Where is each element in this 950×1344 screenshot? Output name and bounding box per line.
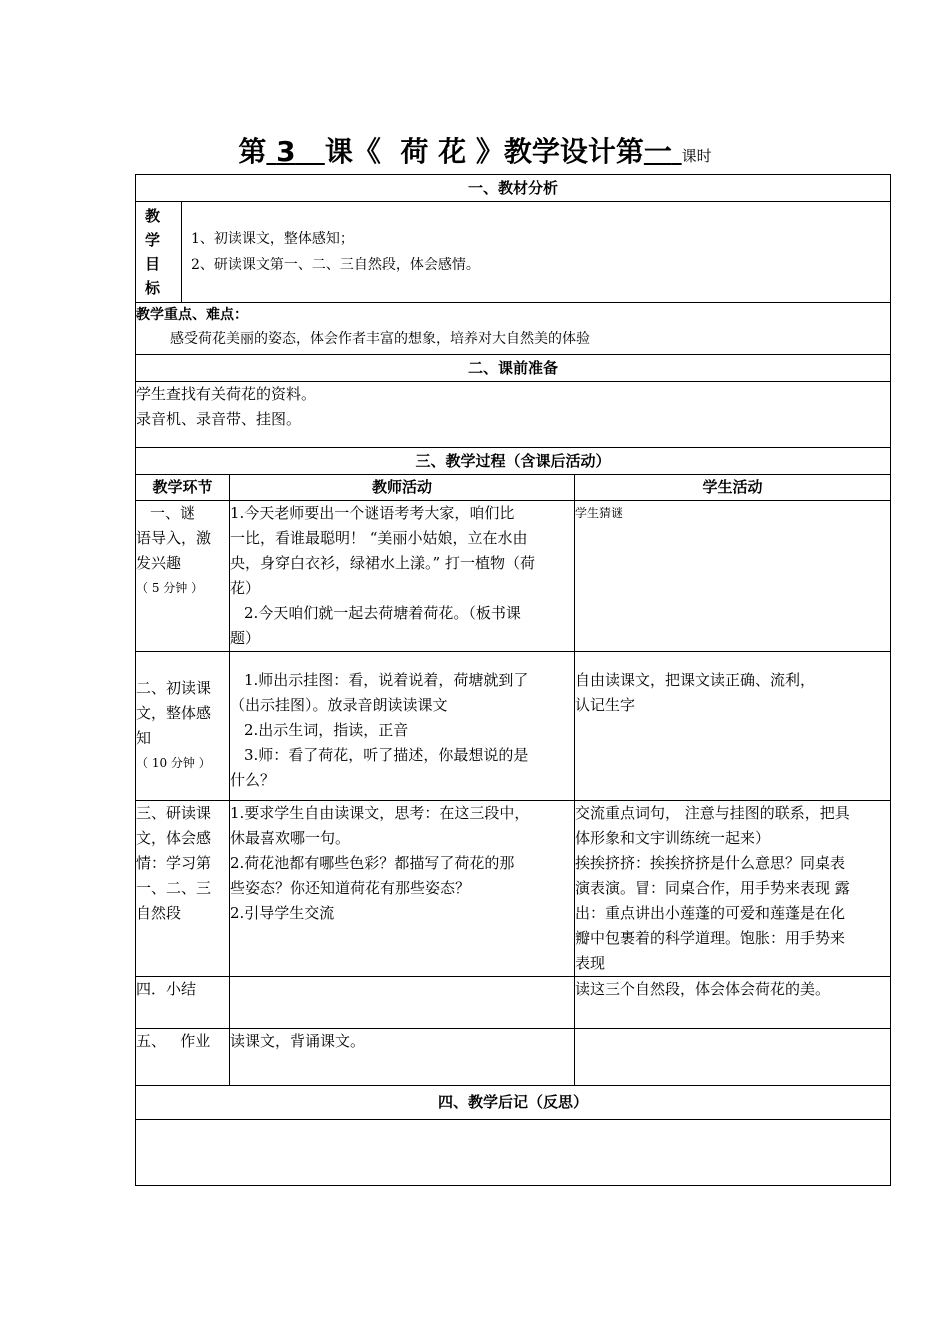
section-analysis-heading: 一、教材分析: [136, 175, 891, 202]
title-suffix: 》教学设计第: [475, 135, 644, 168]
preparation-list: [136, 382, 891, 448]
student-activity-cell: 学生猜谜: [575, 501, 891, 652]
title-lesson-name: 荷 花: [400, 135, 467, 168]
student-activity-cell: 读这三个自然段，体会体会荷花的美。: [575, 977, 891, 1029]
stage-cell: 五、 作业: [136, 1029, 230, 1086]
section-process-heading: 三、教学过程（含课后活动）: [136, 448, 891, 475]
title-lesson-number: 3: [276, 135, 296, 168]
student-activity-cell: 交流重点词句， 注意与挂图的联系，把具 体形象和文宇训练统一起来） 挨挨挤挤：挨挨挤挤是什么意思？同桌表 演表演。冒：同桌合作，用手势来表现 露 出：重点讲出小莲蓬的可爱和莲蓬是在化 瓣中包裹着的科学道理。饱胀：用手势来 表现: [575, 801, 891, 977]
column-header-teacher: 教师活动: [230, 475, 575, 501]
process-row: [136, 977, 891, 1029]
column-header-student: 学生活动: [575, 475, 891, 501]
stage-cell: 三、研读课 文，体会感 情：学习第 一、二、三 自然段: [136, 801, 230, 977]
teacher-activity-cell: 1.要求学生自由读课文，思考：在这三段中， 休最喜欢哪一句。 2.荷花池都有哪些色彩？都描写了荷花的那 些姿态？你还知道荷花有那些姿态？ 2.引导学生交流: [230, 801, 575, 977]
section-reflection-heading: 四、教学后记（反思）: [136, 1086, 891, 1120]
goals-label: 教 学 目 标: [136, 202, 182, 302]
title-prefix: 第: [238, 135, 267, 168]
goals-list: [182, 202, 480, 302]
stage-cell: 二、初读课 文，整体感 知 （ 10 分钟 ）: [136, 652, 230, 801]
key-points-text: 感受荷花美丽的姿态，体会作者丰富的想象，培养对大自然美的体验: [170, 331, 590, 347]
preparation-item: 录音机、录音带、挂图。: [136, 410, 302, 428]
key-points: [136, 303, 891, 355]
title-period-number: 一: [643, 135, 672, 168]
teacher-activity-cell: 1.今天老师要出一个谜语考考大家，咱们比 一比，看谁最聪明！ “美丽小姑娘，立在水由 央，身穿白衣衫，绿裙水上漾。” 打一植物（荷 花） 2.今天咱们就一起去荷塘着荷花。（板书课 题）: [230, 501, 575, 652]
stage-cell: 一、谜 语导入，激 发兴趣 （ 5 分钟 ）: [136, 501, 230, 652]
process-row: [136, 1029, 891, 1086]
teacher-activity-cell: 读课文，背诵课文。: [230, 1029, 575, 1086]
section-preparation-heading: 二、课前准备: [136, 355, 891, 382]
goal-item: 1、初读课文，整体感知；: [191, 231, 354, 247]
reflection-area: [136, 1120, 891, 1186]
teacher-activity-cell: [230, 977, 575, 1029]
duration-note: （ 10 分钟 ）: [136, 756, 211, 770]
process-row: [136, 501, 891, 652]
student-activity-cell: [575, 1029, 891, 1086]
process-row: [136, 652, 891, 801]
key-points-label: 教学重点、难点：: [136, 307, 248, 323]
title-period-word: 课时: [681, 147, 712, 165]
column-header-stage: 教学环节: [136, 475, 230, 501]
teaching-goals: [136, 202, 891, 303]
goal-item: 2、研读课文第一、二、三自然段，体会感情。: [191, 257, 480, 273]
process-row: [136, 801, 891, 977]
student-activity-cell: 自由读课文，把课文读正确、流利， 认记生字: [575, 652, 891, 801]
preparation-item: 学生查找有关荷花的资料。: [136, 385, 317, 403]
lesson-plan-table: [135, 174, 891, 1186]
teacher-activity-cell: 1.师出示挂图：看，说着说着，荷塘就到了 （出示挂图）。放录音朗读读课文 2.出示生词，指读，正音 3.师：看了荷花，听了描述，你最想说的是 什么？: [230, 652, 575, 801]
document-title: [0, 132, 950, 176]
title-lesson-word: 课《: [324, 135, 381, 168]
stage-cell: 四．小结: [136, 977, 230, 1029]
duration-note: （ 5 分钟 ）: [136, 581, 204, 595]
